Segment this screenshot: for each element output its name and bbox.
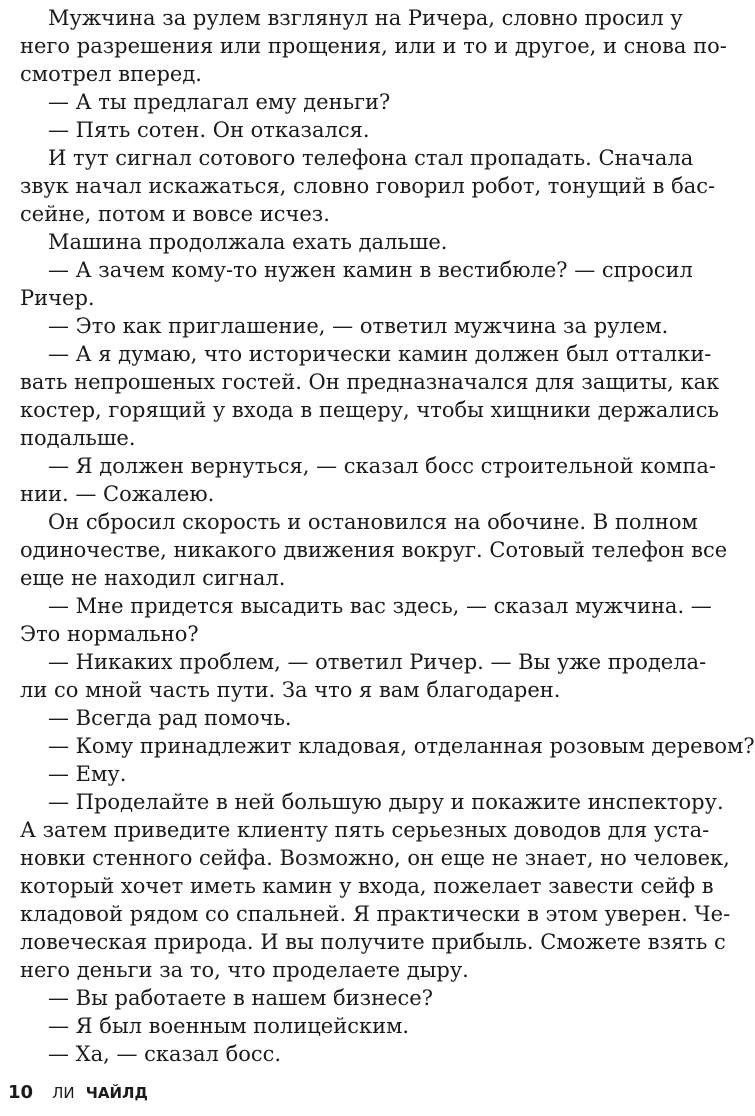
text-line: А затем приведите клиенту пять серьезных доводов для уста-: [20, 818, 710, 842]
text-line: — Кому принадлежит кладовая, отделанная розовым деревом?: [48, 734, 755, 758]
text-line: еще не находил сигнал.: [20, 566, 286, 590]
text-line: — Я должен вернуться, — сказал босс строительной компа-: [48, 454, 716, 478]
text-line: вать непрошеных гостей. Он предназначался для защиты, как: [20, 370, 720, 394]
text-line: смотрел вперед.: [20, 62, 202, 86]
text-line: ловеческая природа. И вы получите прибыль. Сможете взять с: [20, 930, 726, 954]
text-line: — Вы работаете в нашем бизнесе?: [48, 986, 433, 1010]
text-line: костер, горящий у входа в пещеру, чтобы хищники держались: [20, 398, 719, 422]
text-line: — Я был военным полицейским.: [48, 1014, 410, 1038]
author-first-name: ЛИ: [52, 1084, 75, 1102]
text-line: новки стенного сейфа. Возможно, он еще не знает, но человек,: [20, 846, 730, 870]
text-line: кладовой рядом со спальней. Я практически в этом уверен. Че-: [20, 902, 731, 926]
text-line: — Проделайте в ней большую дыру и покажите инспектору.: [48, 790, 724, 814]
text-line: подальше.: [20, 426, 136, 450]
text-line: — Никаких проблем, — ответил Ричер. — Вы уже продела-: [48, 650, 707, 674]
text-line: — Это как приглашение, — ответил мужчина за рулем.: [48, 314, 669, 338]
text-line: — А я думаю, что исторически камин должен был отталки-: [48, 342, 712, 366]
text-line: Ричер.: [20, 286, 95, 310]
text-line: ли со мной часть пути. За что я вам благодарен.: [20, 678, 561, 702]
text-line: — А зачем кому-то нужен камин в вестибюле? — спросил: [48, 258, 693, 282]
text-line: него разрешения или прощения, или и то и другое, и снова по-: [20, 34, 727, 58]
page-number: 10: [8, 1082, 34, 1103]
text-line: — Пять сотен. Он отказался.: [48, 118, 370, 142]
text-line: И тут сигнал сотового телефона стал пропадать. Сначала: [48, 146, 694, 170]
text-line: — Ха, — сказал босс.: [48, 1042, 282, 1066]
text-line: — А ты предлагал ему деньги?: [48, 90, 391, 114]
text-line: звук начал искажаться, словно говорил робот, тонущий в бас-: [20, 174, 716, 198]
text-line: Мужчина за рулем взглянул на Ричера, словно просил у: [48, 6, 683, 30]
text-line: него деньги за то, что проделаете дыру.: [20, 958, 469, 982]
author-last-name: ЧАЙЛД: [85, 1084, 148, 1102]
text-line: сейне, потом и вовсе исчез.: [20, 202, 330, 226]
text-line: Он сбросил скорость и остановился на обочине. В полном: [48, 510, 698, 534]
text-line: — Ему.: [48, 762, 127, 786]
running-footer: [8, 1082, 148, 1106]
text-line: — Всегда рад помочь.: [48, 706, 292, 730]
page-body: [20, 4, 755, 1068]
text-line: Это нормально?: [20, 622, 199, 646]
text-line: одиночестве, никакого движения вокруг. Сотовый телефон все: [20, 538, 728, 562]
text-line: — Мне придется высадить вас здесь, — сказал мужчина. —: [48, 594, 712, 618]
text-line: который хочет иметь камин у входа, пожелает завести сейф в: [20, 874, 714, 898]
text-line: Машина продолжала ехать дальше.: [48, 230, 448, 254]
text-line: нии. — Сожалею.: [20, 482, 215, 506]
